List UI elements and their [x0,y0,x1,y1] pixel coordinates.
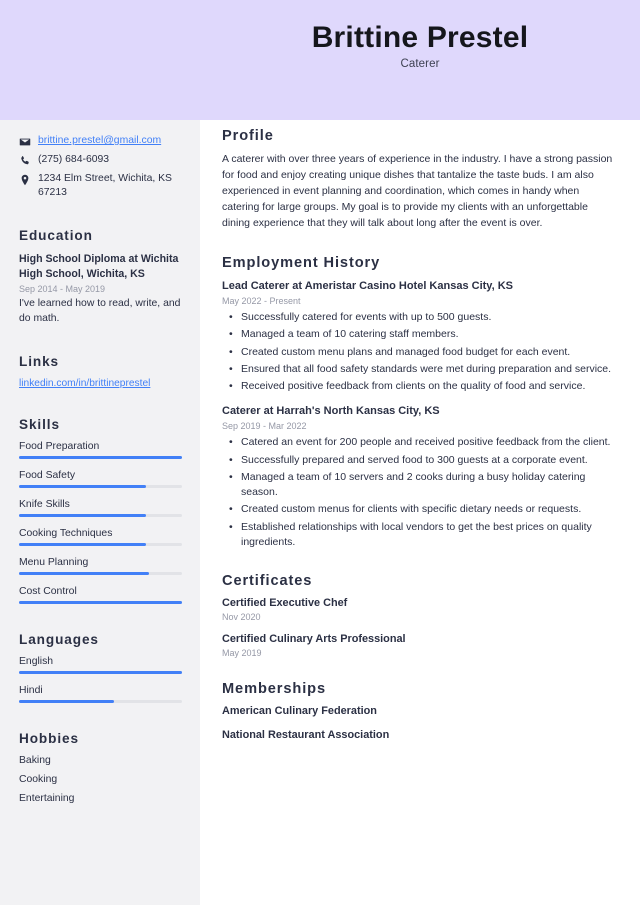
job-bullet: • Created custom menus for clients with specific dietary needs or requests. [225,502,618,517]
skill-level-track [19,456,182,459]
main-content [200,0,640,905]
job-bullet: • Managed a team of 10 servers and 2 cooks during a busy holiday catering season. [225,470,618,500]
certificate-entry [222,633,618,658]
skill-label: Cost Control [19,586,77,598]
job-title-line: Lead Caterer at Ameristar Casino Hotel Kansas City, KS [222,279,513,292]
job-date: Sep 2019 - Mar 2022 [222,421,307,432]
job-entry [222,279,618,394]
skill-level-track [19,572,182,575]
job-bullets [225,435,618,550]
certificates-section [222,573,618,658]
hobby-item: Baking [19,755,51,767]
contact-item-phone [19,153,182,167]
job-bullet: • Created custom menu plans and managed food budget for each event. [225,345,618,360]
membership-item: American Culinary Federation [222,704,377,717]
skill-level-track [19,514,182,517]
profile-heading: Profile [222,128,274,144]
job-bullet: • Successfully catered for events with up to 500 guests. [225,310,618,325]
linkedin-link[interactable]: linkedin.com/in/brittineprestel [19,378,151,390]
address-value: 1234 Elm Street, Wichita, KS 67213 [38,173,172,199]
job-bullets [225,310,618,394]
certificate-entry [222,597,618,622]
memberships-heading: Memberships [222,680,326,697]
employment-section [222,255,618,550]
language-label: Hindi [19,685,43,697]
skills-section [19,417,182,604]
hobby-item: Cooking [19,774,58,786]
skill-item [19,586,182,604]
profile-text: A caterer with over three years of experience in the industry. I have a strong passion for food and enjoy creating unique dishes that tantalize the taste buds. I am also experienced in event planning and coordination, which comes in handy when catering for large groups. My goal is to provide my clients with an unforgettable dining experience that they will talk about long after the event is over. [222,153,613,229]
certificates-heading: Certificates [222,572,313,589]
page-title: Brittine Prestel [311,20,529,54]
hobbies-heading: Hobbies [19,731,79,747]
job-date: May 2022 - Present [222,296,301,307]
education-section [19,228,182,326]
skill-item [19,528,182,546]
language-level-fill [19,671,182,674]
job-bullet: • Received positive feedback from clients on the quality of food and service. [225,379,618,394]
job-bullet: • Managed a team of 10 catering staff members. [225,327,618,342]
language-label: English [19,656,54,668]
skill-label: Food Preparation [19,441,100,453]
language-level-track [19,700,182,703]
education-date: Sep 2014 - May 2019 [19,284,106,295]
education-entry [19,252,182,326]
envelope-icon [19,136,31,148]
certificates-list [222,597,618,658]
skill-item [19,557,182,575]
skill-level-fill [19,514,146,517]
skills-heading: Skills [19,417,60,433]
email-link[interactable]: brittine.prestel@gmail.com [38,135,162,146]
job-entry [222,404,618,550]
skill-label: Knife Skills [19,499,70,511]
hobbies-section [19,731,182,804]
hobby-item: Entertaining [19,793,75,805]
education-description: I've learned how to read, write, and do math. [19,298,181,324]
education-title: High School Diploma at Wichita High School, Wichita, KS [19,253,179,280]
languages-heading: Languages [19,632,99,648]
jobs-list [222,279,618,550]
languages-list [19,656,182,703]
contact-item-address [19,172,182,200]
skill-item [19,470,182,488]
skill-label: Menu Planning [19,557,89,569]
languages-section [19,632,182,703]
certificate-date: Nov 2020 [222,611,261,622]
skill-level-fill [19,543,146,546]
links-section [19,354,182,389]
language-item [19,685,182,703]
skill-level-fill [19,601,182,604]
links-heading: Links [19,354,60,370]
skill-item [19,499,182,517]
language-level-fill [19,700,114,703]
sidebar [0,0,200,905]
job-bullet: • Ensured that all food safety standards were met during preparation and service. [225,362,618,377]
skill-item [19,441,182,459]
phone-value: (275) 684-6093 [38,154,110,166]
skill-level-fill [19,456,182,459]
job-bullet: • Established relationships with local vendors to get the best prices on quality ingredients. [225,520,618,550]
certificate-title: Certified Culinary Arts Professional [222,632,406,645]
skill-level-fill [19,485,146,488]
certificate-title: Certified Executive Chef [222,596,348,609]
memberships-list [222,705,618,741]
profile-section [222,128,618,232]
job-title-line: Caterer at Harrah's North Kansas City, KS [222,405,440,418]
language-item [19,656,182,674]
skill-level-track [19,485,182,488]
contact-list [19,134,182,200]
certificate-date: May 2019 [222,647,262,658]
skill-label: Cooking Techniques [19,528,113,540]
job-bullet: • Catered an event for 200 people and received positive feedback from the client. [225,435,618,450]
skill-level-track [19,543,182,546]
membership-item: National Restaurant Association [222,728,390,741]
skills-list [19,441,182,604]
header [200,0,640,90]
phone-icon [19,155,31,167]
skill-level-fill [19,572,149,575]
employment-heading: Employment History [222,254,381,271]
contact-item-email [19,134,182,148]
skill-level-track [19,601,182,604]
language-level-track [19,671,182,674]
education-heading: Education [19,228,93,244]
skill-label: Food Safety [19,470,76,482]
location-pin-icon [19,174,31,186]
memberships-section [222,681,618,741]
job-bullet: • Successfully prepared and served food to 300 guests at a corporate event. [225,453,618,468]
job-title: Caterer [400,57,440,70]
hobbies-list [19,755,182,804]
